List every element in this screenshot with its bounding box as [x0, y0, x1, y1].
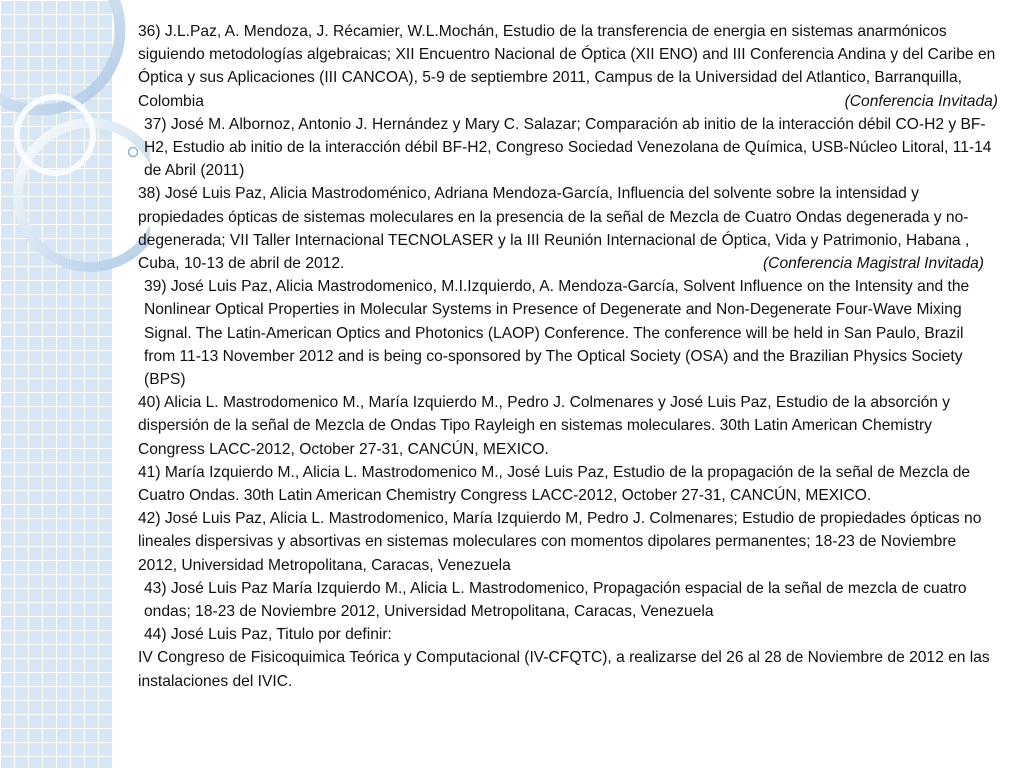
- reference-item: 40) Alicia L. Mastrodomenico M., María Izquierdo M., Pedro J. Colmenares y José Luis Paz, Estudio de la absorción y dispersión de la señal de Mezcla de Ondas Tipo Rayleigh en sistemas moleculares. 30th Latin American Chemistry Congress LACC-2012, October 27-31, CANCÚN, MEXICO.: [138, 394, 951, 458]
- ring-dot: [129, 148, 138, 157]
- large-ring: [0, 0, 120, 110]
- reference-item: IV Congreso de Fisicoquimica Teórica y Computacional (IV-CFQTC), a realizarse del 26 al 28 de Noviembre de 2012 en las instalaciones del IVIC.: [138, 649, 990, 690]
- decorative-rings: [0, 0, 150, 768]
- reference-item: 37) José M. Albornoz, Antonio J. Hernández y Mary C. Salazar; Comparación ab initio de la interacción débil CO-H2 y BF-H2, Estudio ab initio de la interacción débil BF-H2, Congreso Sociedad Venezolana de Química, USB-Núcleo Litoral, 11-14 de Abril (2011): [144, 115, 992, 180]
- reference-note: (Conferencia Invitada): [844, 92, 998, 110]
- medium-ring: [18, 123, 150, 267]
- reference-item: 43) José Luis Paz María Izquierdo M., Alicia L. Mastrodomenico, Propagación espacial de la señal de mezcla de cuatro ondas; 18-23 de Noviembre 2012, Universidad Metropolitana, Caracas, Venezuela: [144, 579, 967, 621]
- reference-note: (Conferencia Magistral Invitada): [762, 255, 984, 273]
- reference-item: 41) María Izquierdo M., Alicia L. Mastrodomenico M., José Luis Paz, Estudio de la propagación de la señal de Mezcla de Cuatro Ondas. 30th Latin American Chemistry Congress LACC-2012, October 27-31, CANCÚN, MEXICO.: [138, 463, 971, 505]
- reference-list: [138, 20, 998, 693]
- reference-item: 44) José Luis Paz, Titulo por definir:: [144, 626, 392, 644]
- reference-item: 36) J.L.Paz, A. Mendoza, J. Récamier, W.L.Mochán, Estudio de la transferencia de energia en sistemas anarmónicos siguiendo metodologías algebraicas; XII Encuentro Nacional de Óptica (XII ENO) and III Conferencia Andina y del Caribe en Óptica y sus Aplicaciones (III CANCOA), 5-9 de septiembre 2011, Campus de la Universidad del Atlantico, Barranquilla, Colombia (Conferencia Invitada): [138, 20, 998, 113]
- reference-item: 39) José Luis Paz, Alicia Mastrodomenico, M.I.Izquierdo, A. Mendoza-García, Solvent Influence on the Intensity and the Nonlinear Optical Properties in Molecular Systems in Presence of Degenerate and Non-Degenerate Four-Wave Mixing Signal. The Latin-American Optics and Photonics (LAOP) Conference. The conference will be held in San Paulo, Brazil from 11-13 November 2012 and is being co-sponsored by The Optical Society (OSA) and the Brazilian Physics Society (BPS): [144, 278, 970, 389]
- reference-item: 38) José Luis Paz, Alicia Mastrodoménico, Adriana Mendoza-García, Influencia del solvente sobre la intensidad y propiedades ópticas de sistemas moleculares en la presencia de la señal de Mezcla de Cuatro Ondas degenerada y no-degenerada; VII Taller Internacional TECNOLASER y la III Reunión Internacional de Óptica, Vida y Patrimonio, Habana , Cuba, 10-13 de abril de 2012. (Conferencia Magistral Invitada): [138, 182, 998, 275]
- reference-item: 42) José Luis Paz, Alicia L. Mastrodomenico, María Izquierdo M, Pedro J. Colmenares; Estudio de propiedades ópticas no lineales dispersivas y absortivas en sistemas moleculares con momentos dipolares permanentes; 18-23 de Noviembre 2012, Universidad Metropolitana, Caracas, Venezuela: [138, 510, 982, 574]
